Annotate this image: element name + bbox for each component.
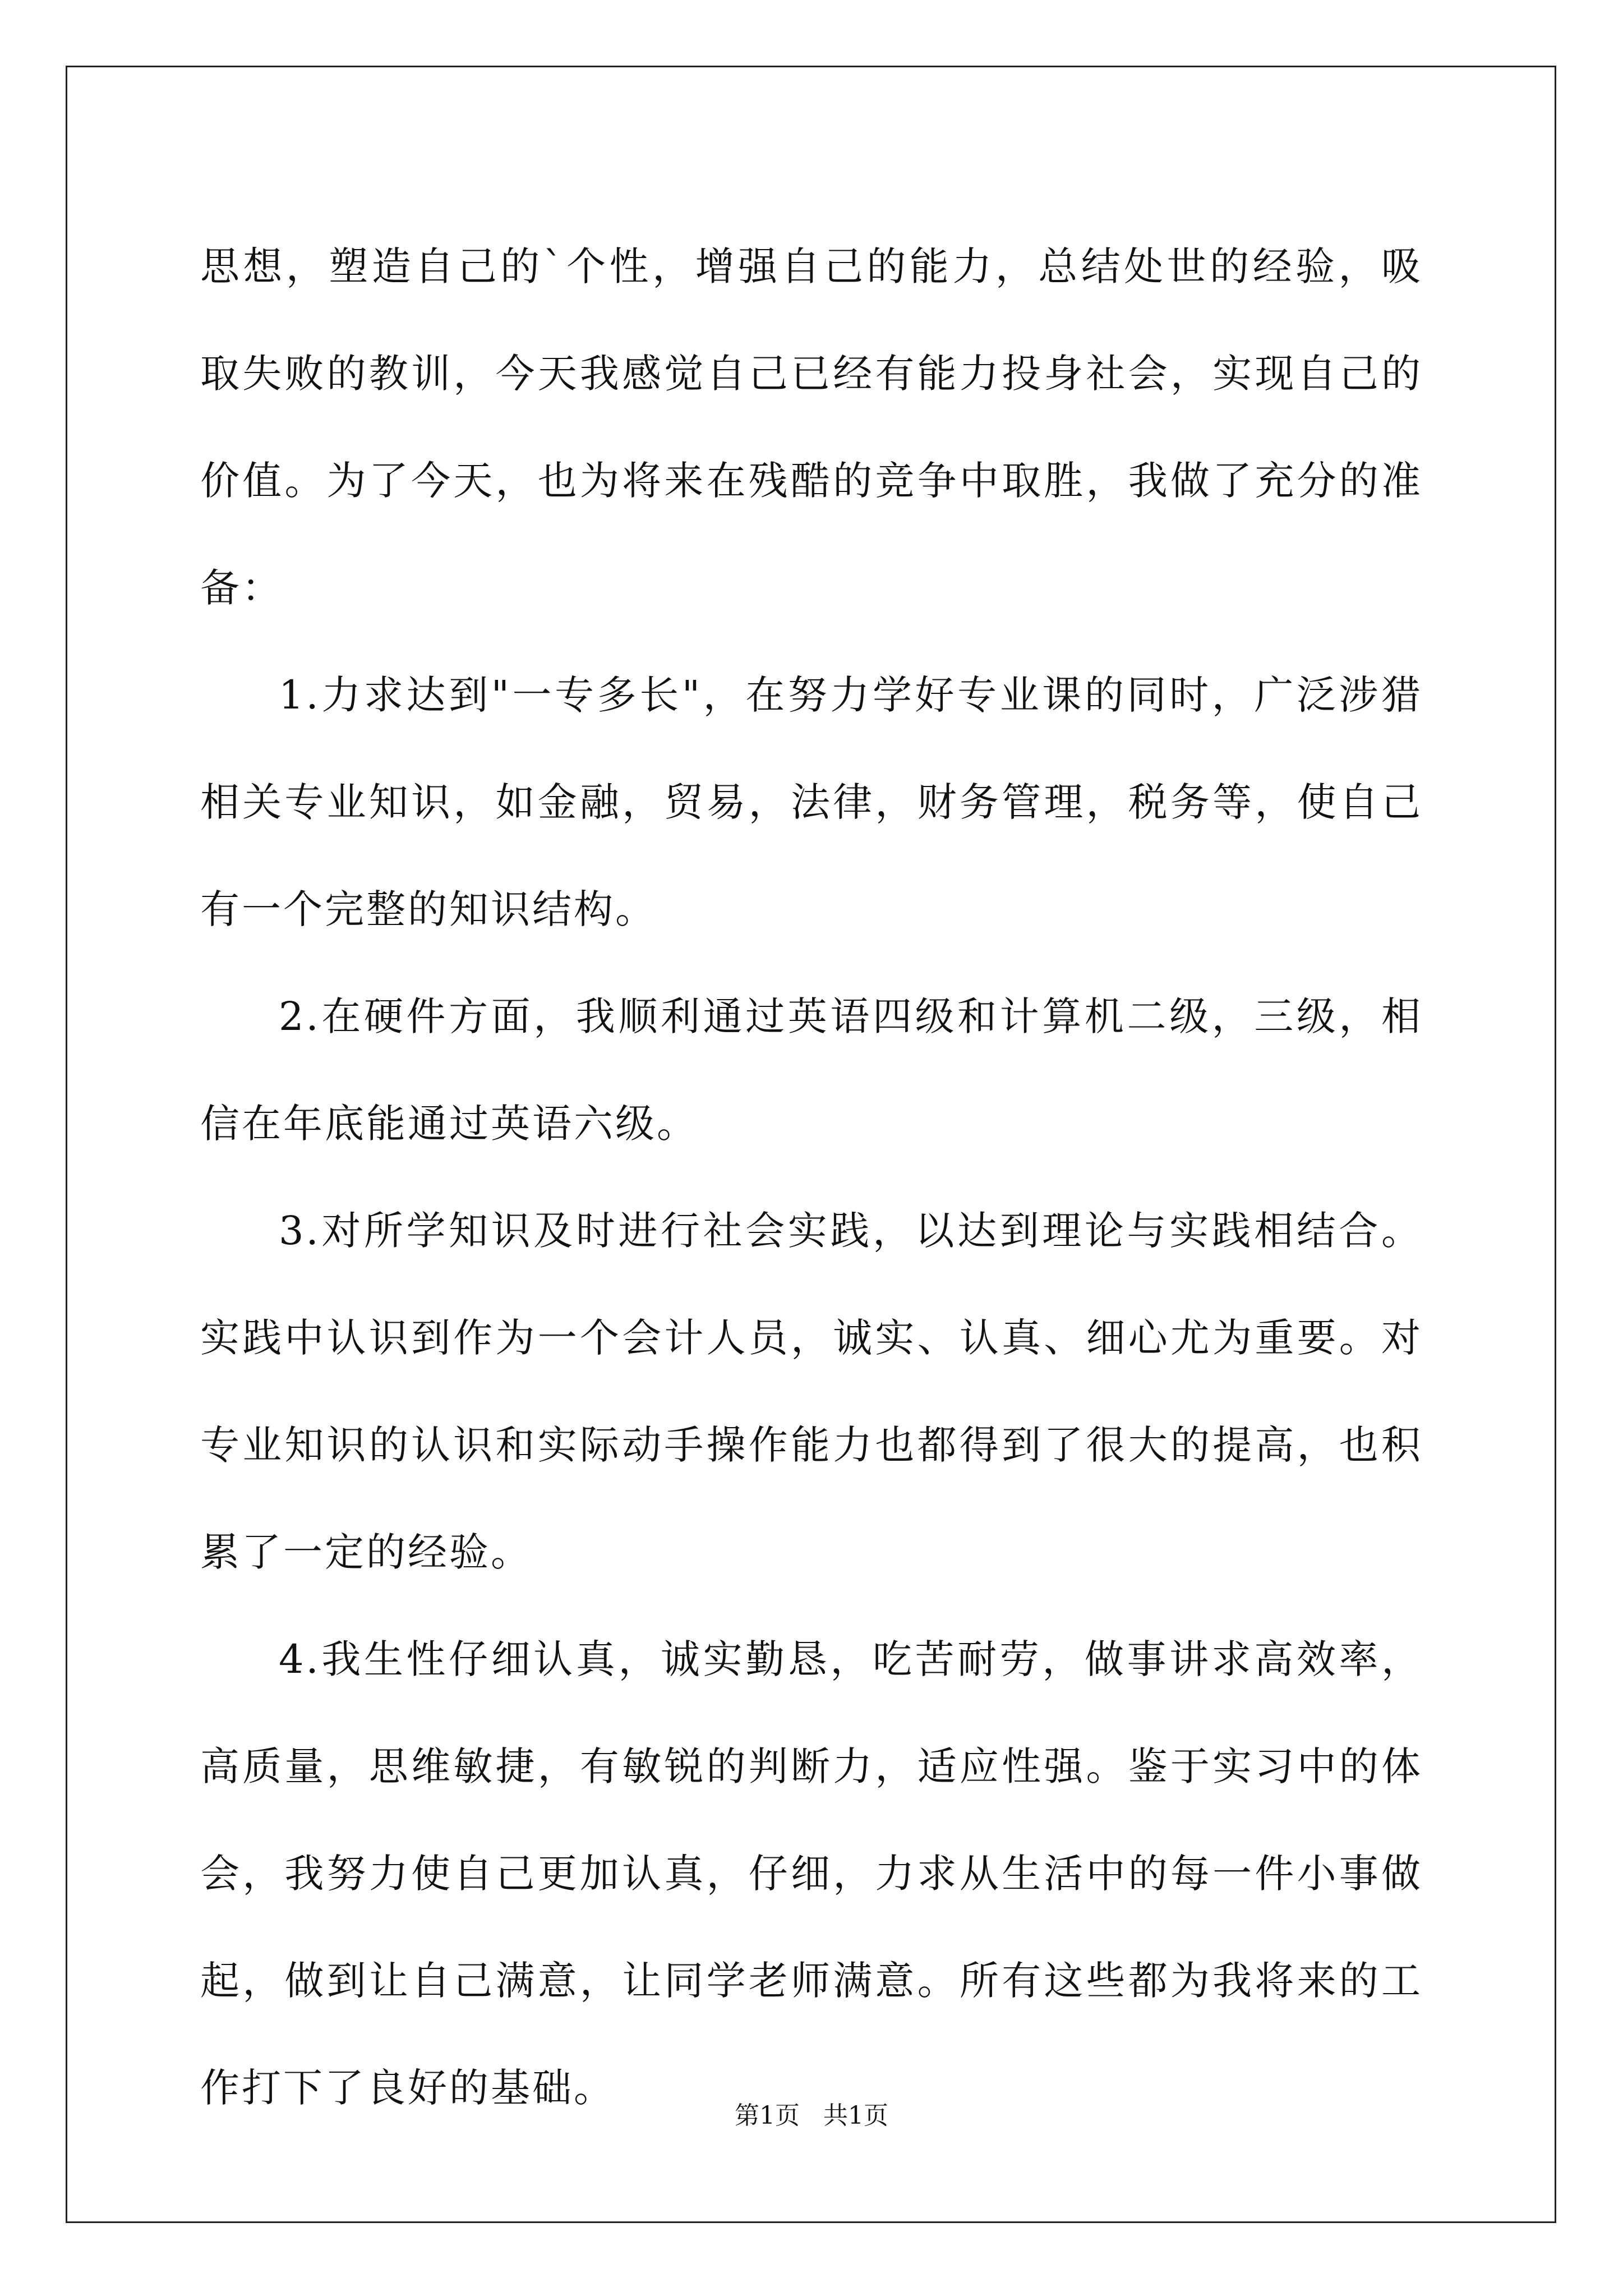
paragraph-intro: 思想，塑造自己的`个性，增强自己的能力，总结处世的经验，吸取失败的教训，今天我感觉自己已经有能力投身社会，实现自己的价值。为了今天，也为将来在残酷的竞争中取胜，我做了充分的准备： xyxy=(200,243,1423,611)
paragraph-item-4: 4.我生性仔细认真，诚实勤恳，吃苦耐劳，做事讲求高效率，高质量，思维敏捷，有敏锐的判断力，适应性强。鉴于实习中的体会，我努力使自己更加认真，仔细，力求从生活中的每一件小事做起，做到让自己满意，让同学老师满意。所有这些都为我将来的工作打下了良好的基础。 xyxy=(200,1636,1423,2111)
page-footer: 第1页 共1页 xyxy=(735,2101,888,2130)
document-body xyxy=(200,213,1423,2142)
paragraph-item-1: 1.力求达到"一专多长"，在努力学好专业课的同时，广泛涉猎相关专业知识，如金融，贸易，法律，财务管理，税务等，使自己有一个完整的知识结构。 xyxy=(200,672,1423,932)
paragraph-item-3: 3.对所学知识及时进行社会实践，以达到理论与实践相结合。实践中认识到作为一个会计人员，诚实、认真、细心尤为重要。对专业知识的认识和实际动手操作能力也都得到了很大的提高，也积累了一定的经验。 xyxy=(200,1208,1423,1575)
paragraph-item-2: 2.在硬件方面，我顺利通过英语四级和计算机二级，三级，相信在年底能通过英语六级。 xyxy=(200,993,1423,1147)
